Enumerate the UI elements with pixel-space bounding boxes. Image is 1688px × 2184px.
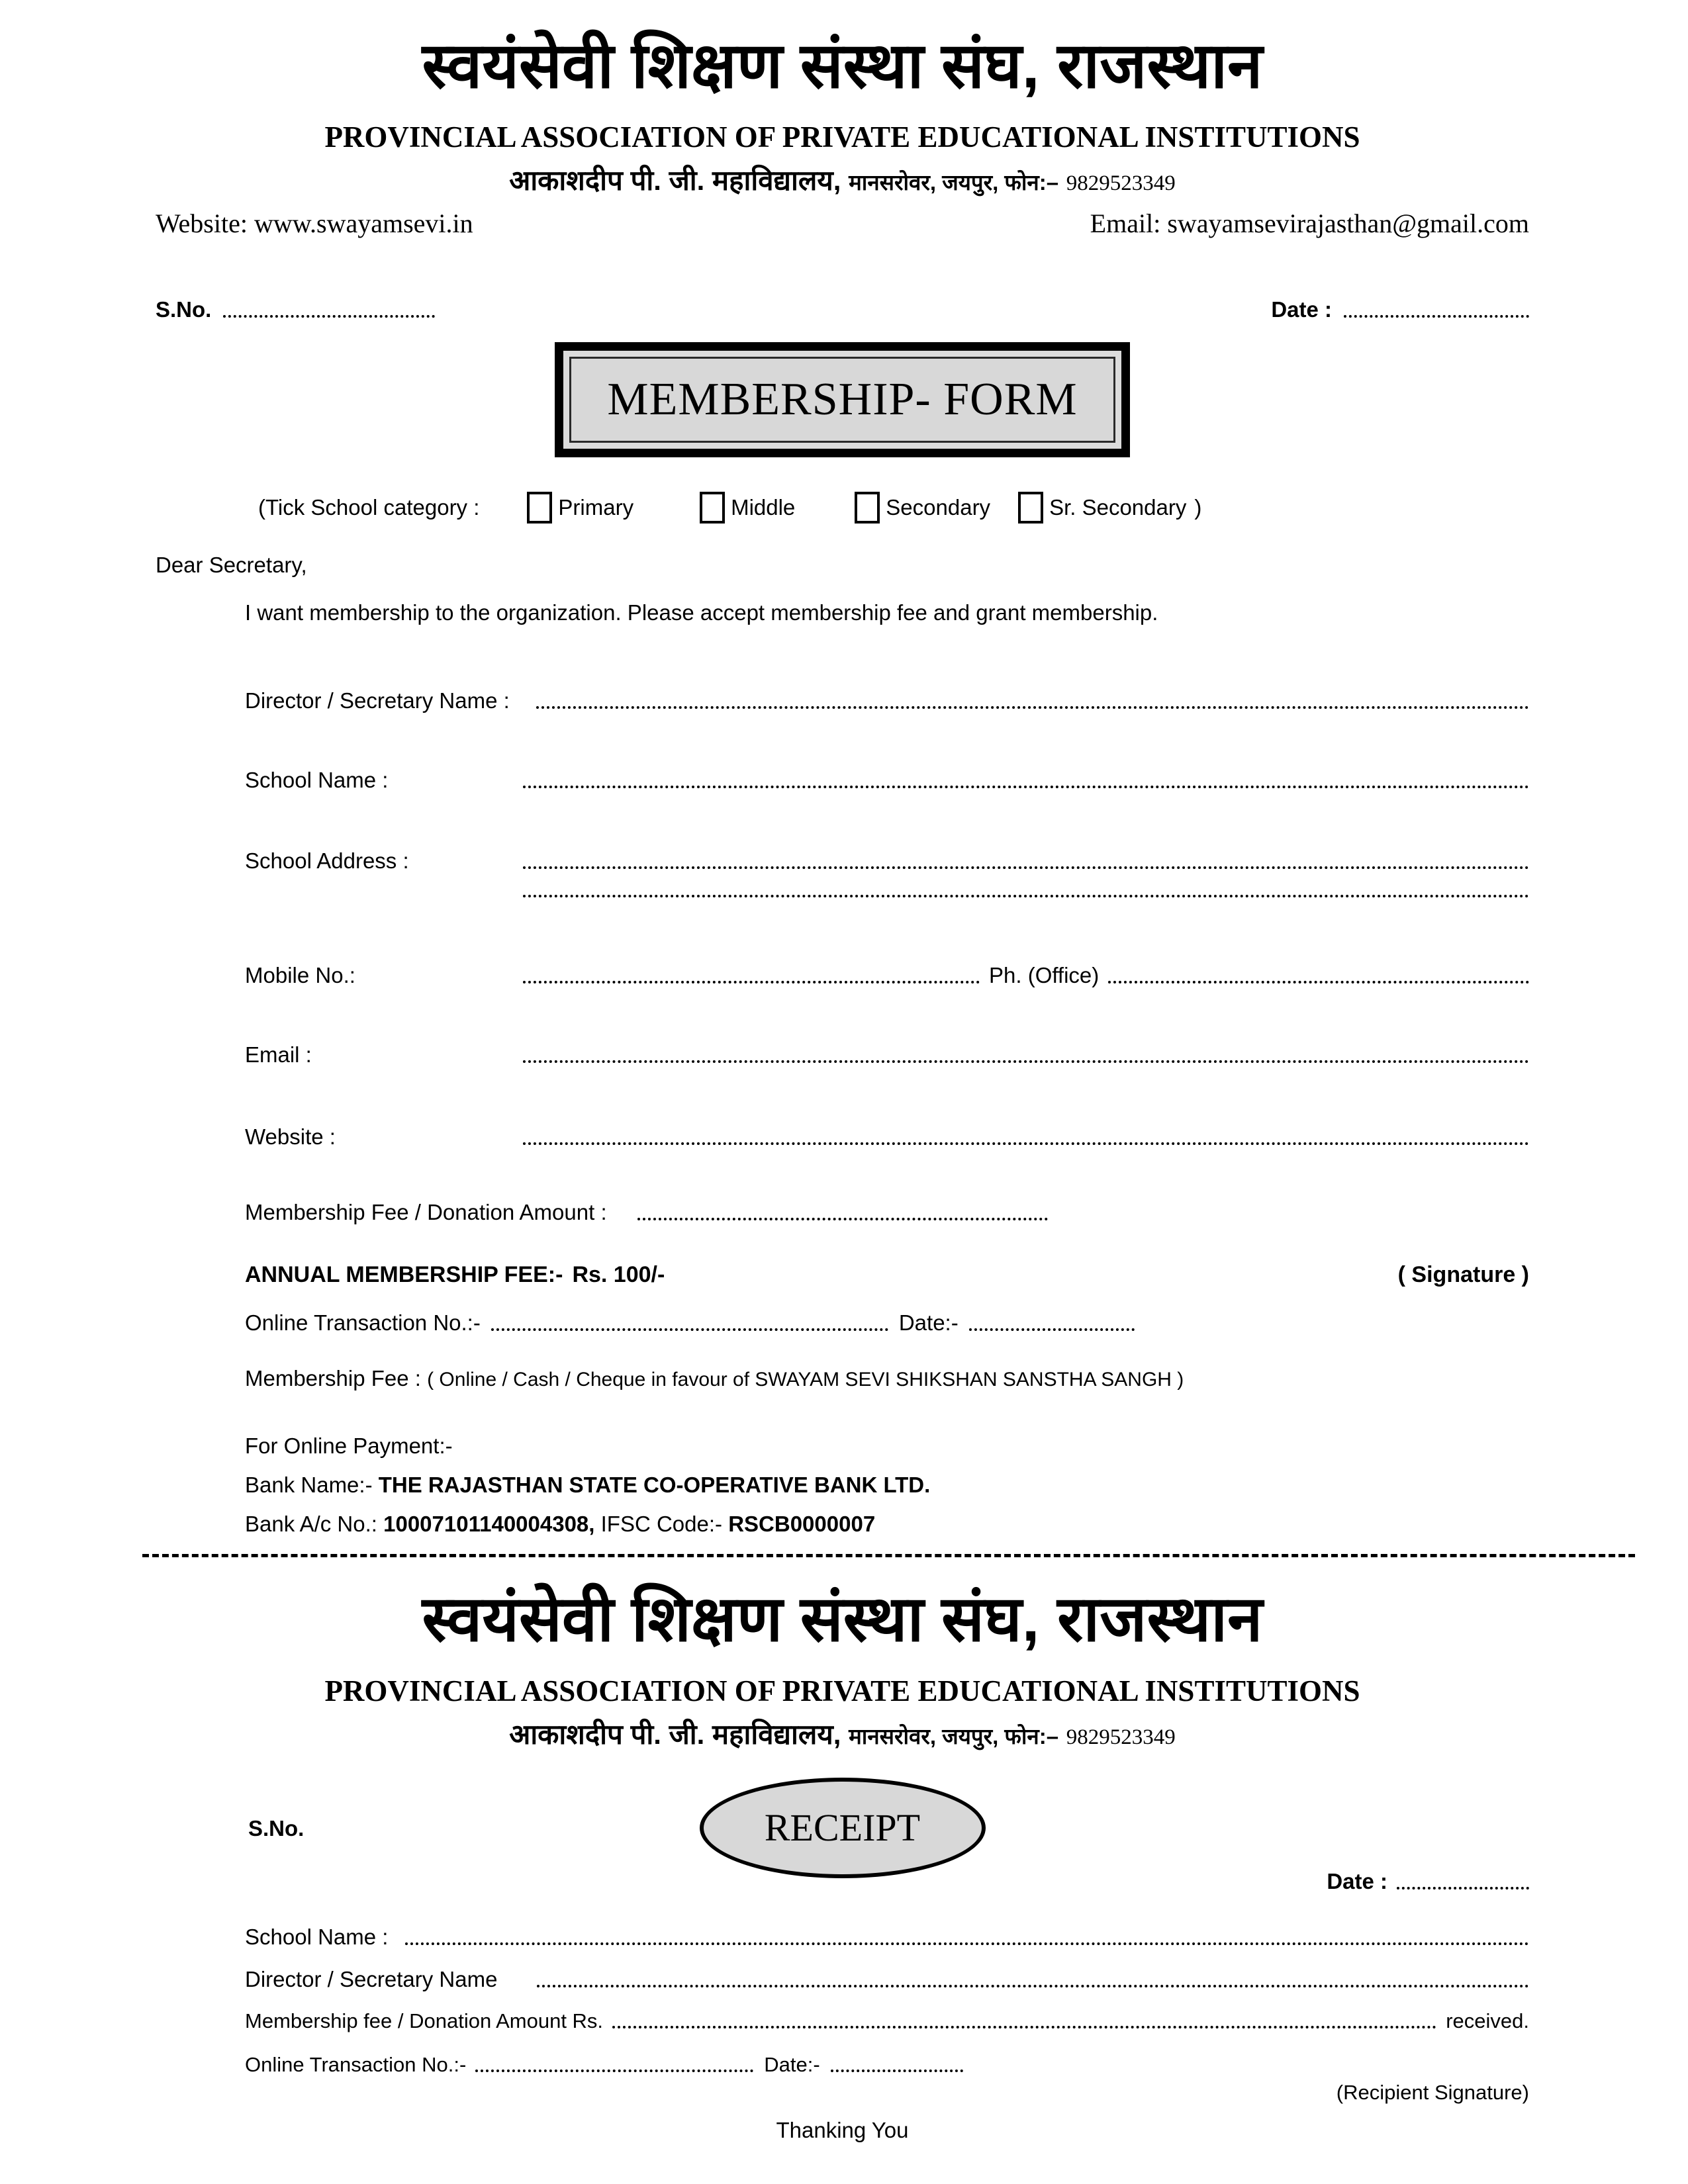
transaction-date-blank — [969, 1328, 1135, 1331]
form-title: MEMBERSHIP- FORM — [569, 357, 1115, 443]
request-line: I want membership to the organization. Please accept membership fee and grant membership. — [245, 600, 1158, 625]
org-title-hindi: स्वयंसेवी शिक्षण संस्था संघ, राजस्थान — [422, 30, 1263, 101]
bank-name-label: Bank Name:- — [245, 1472, 373, 1497]
director-name-label: Director / Secretary Name : — [245, 688, 510, 713]
receipt-received-label: received. — [1446, 2009, 1529, 2032]
receipt-transaction-date-label: Date:- — [764, 2052, 820, 2076]
ifsc-value: RSCB0000007 — [728, 1511, 876, 1536]
serial-group — [156, 297, 435, 322]
website-value: www.swayamsevi.in — [254, 208, 473, 239]
receipt-director-blank — [537, 1985, 1529, 1987]
receipt-college-phone: 9829523349 — [1066, 1725, 1176, 1749]
bank-name-value: THE RAJASTHAN STATE CO-OPERATIVE BANK LTD. — [378, 1472, 931, 1497]
form-title-box-wrap — [156, 342, 1529, 457]
date-label: Date : — [1271, 297, 1332, 322]
receipt-transaction-label: Online Transaction No.:- — [245, 2052, 467, 2076]
email-value: swayamsevirajasthan@gmail.com — [1167, 208, 1529, 239]
mobile-blank — [523, 981, 980, 983]
school-category-row — [258, 492, 1529, 523]
receipt-college-line — [156, 1715, 1529, 1752]
transaction-date-label: Date:- — [898, 1310, 959, 1336]
receipt-fee-label: Membership fee / Donation Amount Rs. — [245, 2009, 604, 2032]
school-address-label: School Address : — [245, 848, 409, 874]
middle-checkbox[interactable] — [700, 492, 725, 523]
online-transaction-blank — [491, 1328, 888, 1331]
signature-label: ( Signature ) — [1397, 1262, 1529, 1288]
org-title-english: PROVINCIAL ASSOCIATION OF PRIVATE EDUCATIONAL INSTITUTIONS — [324, 120, 1360, 154]
middle-label: Middle — [731, 495, 796, 520]
email-field-label: Email : — [245, 1042, 312, 1068]
category-middle — [700, 492, 795, 523]
online-payment-block — [245, 1427, 1529, 1543]
director-name-row — [245, 688, 1529, 713]
email-blank — [523, 1060, 1529, 1063]
website-field-label: Website : — [245, 1124, 336, 1150]
receipt-serial-badge-row — [156, 1778, 1529, 1878]
school-address-blank-2 — [523, 895, 1529, 897]
ph-office-blank — [1108, 981, 1529, 983]
fee-mode-label: Membership Fee : — [245, 1366, 421, 1391]
director-name-blank — [536, 706, 1529, 709]
receipt-transaction-row — [245, 2053, 1529, 2077]
fee-mode-row — [245, 1366, 1529, 1391]
receipt-serial-label: S.No. — [248, 1815, 305, 1841]
sr-secondary-checkbox[interactable] — [1018, 492, 1043, 523]
recipient-signature-label: (Recipient Signature) — [1336, 2080, 1529, 2104]
school-name-blank — [523, 786, 1529, 788]
website-row — [245, 1124, 1529, 1150]
category-primary — [527, 492, 633, 523]
fee-amount-row — [245, 1200, 1529, 1225]
email-line — [1090, 208, 1529, 239]
receipt-director-row — [245, 1967, 1529, 1992]
fee-amount-blank — [637, 1218, 1048, 1220]
school-address-blank — [523, 866, 1529, 869]
ph-office-label: Ph. (Office) — [989, 963, 1100, 988]
ifsc-label: IFSC Code:- — [600, 1511, 723, 1536]
receipt-school-name-blank — [405, 1942, 1529, 1945]
college-address-hindi: मानसरोवर, जयपुर, फोन:– — [849, 170, 1059, 195]
receipt-date-label: Date : — [1327, 1868, 1387, 1893]
tear-off-divider — [142, 1554, 1635, 1557]
category-prompt: (Tick School category : — [258, 495, 480, 520]
school-address-row-2 — [245, 895, 1529, 902]
fee-mode-detail: ( Online / Cash / Cheque in favour of SWAYAM SEVI SHIKSHAN SANSTHA SANGH ) — [427, 1369, 1184, 1391]
receipt-title-english: PROVINCIAL ASSOCIATION OF PRIVATE EDUCATIONAL INSTITUTIONS — [324, 1674, 1360, 1707]
receipt-transaction-date-blank — [831, 2070, 963, 2072]
mobile-row — [245, 963, 1529, 988]
serial-label: S.No. — [156, 297, 212, 322]
annual-fee-value: Rs. 100/- — [572, 1262, 665, 1288]
email-label: Email: — [1090, 208, 1161, 239]
school-address-row — [245, 848, 1529, 874]
sr-secondary-label: Sr. Secondary — [1049, 495, 1187, 520]
receipt-fee-row — [245, 2009, 1529, 2033]
online-payment-heading: For Online Payment:- — [245, 1433, 453, 1459]
mobile-label: Mobile No.: — [245, 963, 355, 988]
thanking-you-label: Thanking You — [776, 2117, 909, 2142]
annual-fee-group — [245, 1262, 665, 1288]
annual-fee-row — [245, 1262, 1529, 1288]
bank-account-value: 10007101140004308, — [383, 1511, 595, 1536]
receipt-title-hindi: स्वयंसेवी शिक्षण संस्था संघ, राजस्थान — [422, 1584, 1263, 1655]
salutation: Dear Secretary, — [156, 553, 307, 578]
online-transaction-label: Online Transaction No.:- — [245, 1310, 481, 1336]
college-phone-number: 9829523349 — [1066, 171, 1176, 196]
website-blank — [523, 1142, 1529, 1145]
online-transaction-row — [245, 1310, 1529, 1336]
contact-row — [156, 208, 1529, 239]
website-label: Website: — [156, 208, 248, 239]
email-row — [245, 1042, 1529, 1068]
date-group — [1271, 297, 1529, 322]
category-close-paren: ) — [1194, 495, 1202, 520]
secondary-label: Secondary — [886, 495, 991, 520]
serial-blank — [223, 315, 435, 318]
annual-fee-label: ANNUAL MEMBERSHIP FEE:- — [245, 1262, 563, 1288]
form-title-box — [555, 342, 1129, 457]
org-college-line — [156, 161, 1529, 199]
receipt-college-name-hindi: आकाशदीप पी. जी. महाविद्यालय, — [509, 1718, 841, 1750]
secondary-checkbox[interactable] — [855, 492, 880, 523]
primary-label: Primary — [558, 495, 634, 520]
receipt-school-name-row — [245, 1925, 1529, 1950]
org-header — [156, 20, 1529, 239]
receipt-director-label: Director / Secretary Name — [245, 1966, 498, 1991]
category-secondary — [855, 492, 990, 523]
bank-name-line — [245, 1466, 1529, 1505]
date-blank — [1344, 315, 1529, 318]
receipt-fee-blank — [612, 2026, 1436, 2028]
receipt-school-name-label: School Name : — [245, 1924, 389, 1949]
bank-account-label: Bank A/c No.: — [245, 1511, 377, 1536]
serial-date-row — [156, 297, 1529, 322]
college-name-hindi: आकाशदीप पी. जी. महाविद्यालय, — [509, 165, 841, 197]
fee-amount-label: Membership Fee / Donation Amount : — [245, 1200, 607, 1225]
category-sr-secondary — [1018, 492, 1201, 523]
receipt-transaction-blank — [475, 2070, 753, 2072]
bank-account-line — [245, 1505, 1529, 1544]
primary-checkbox[interactable] — [527, 492, 552, 523]
receipt-header — [156, 1573, 1529, 1752]
website-line — [156, 208, 473, 239]
receipt-college-address-hindi: मानसरोवर, जयपुर, फोन:– — [849, 1723, 1059, 1749]
school-name-row — [245, 768, 1529, 793]
receipt-badge: RECEIPT — [700, 1778, 986, 1878]
school-name-label: School Name : — [245, 768, 389, 793]
receipt-date-blank — [1397, 1887, 1529, 1889]
